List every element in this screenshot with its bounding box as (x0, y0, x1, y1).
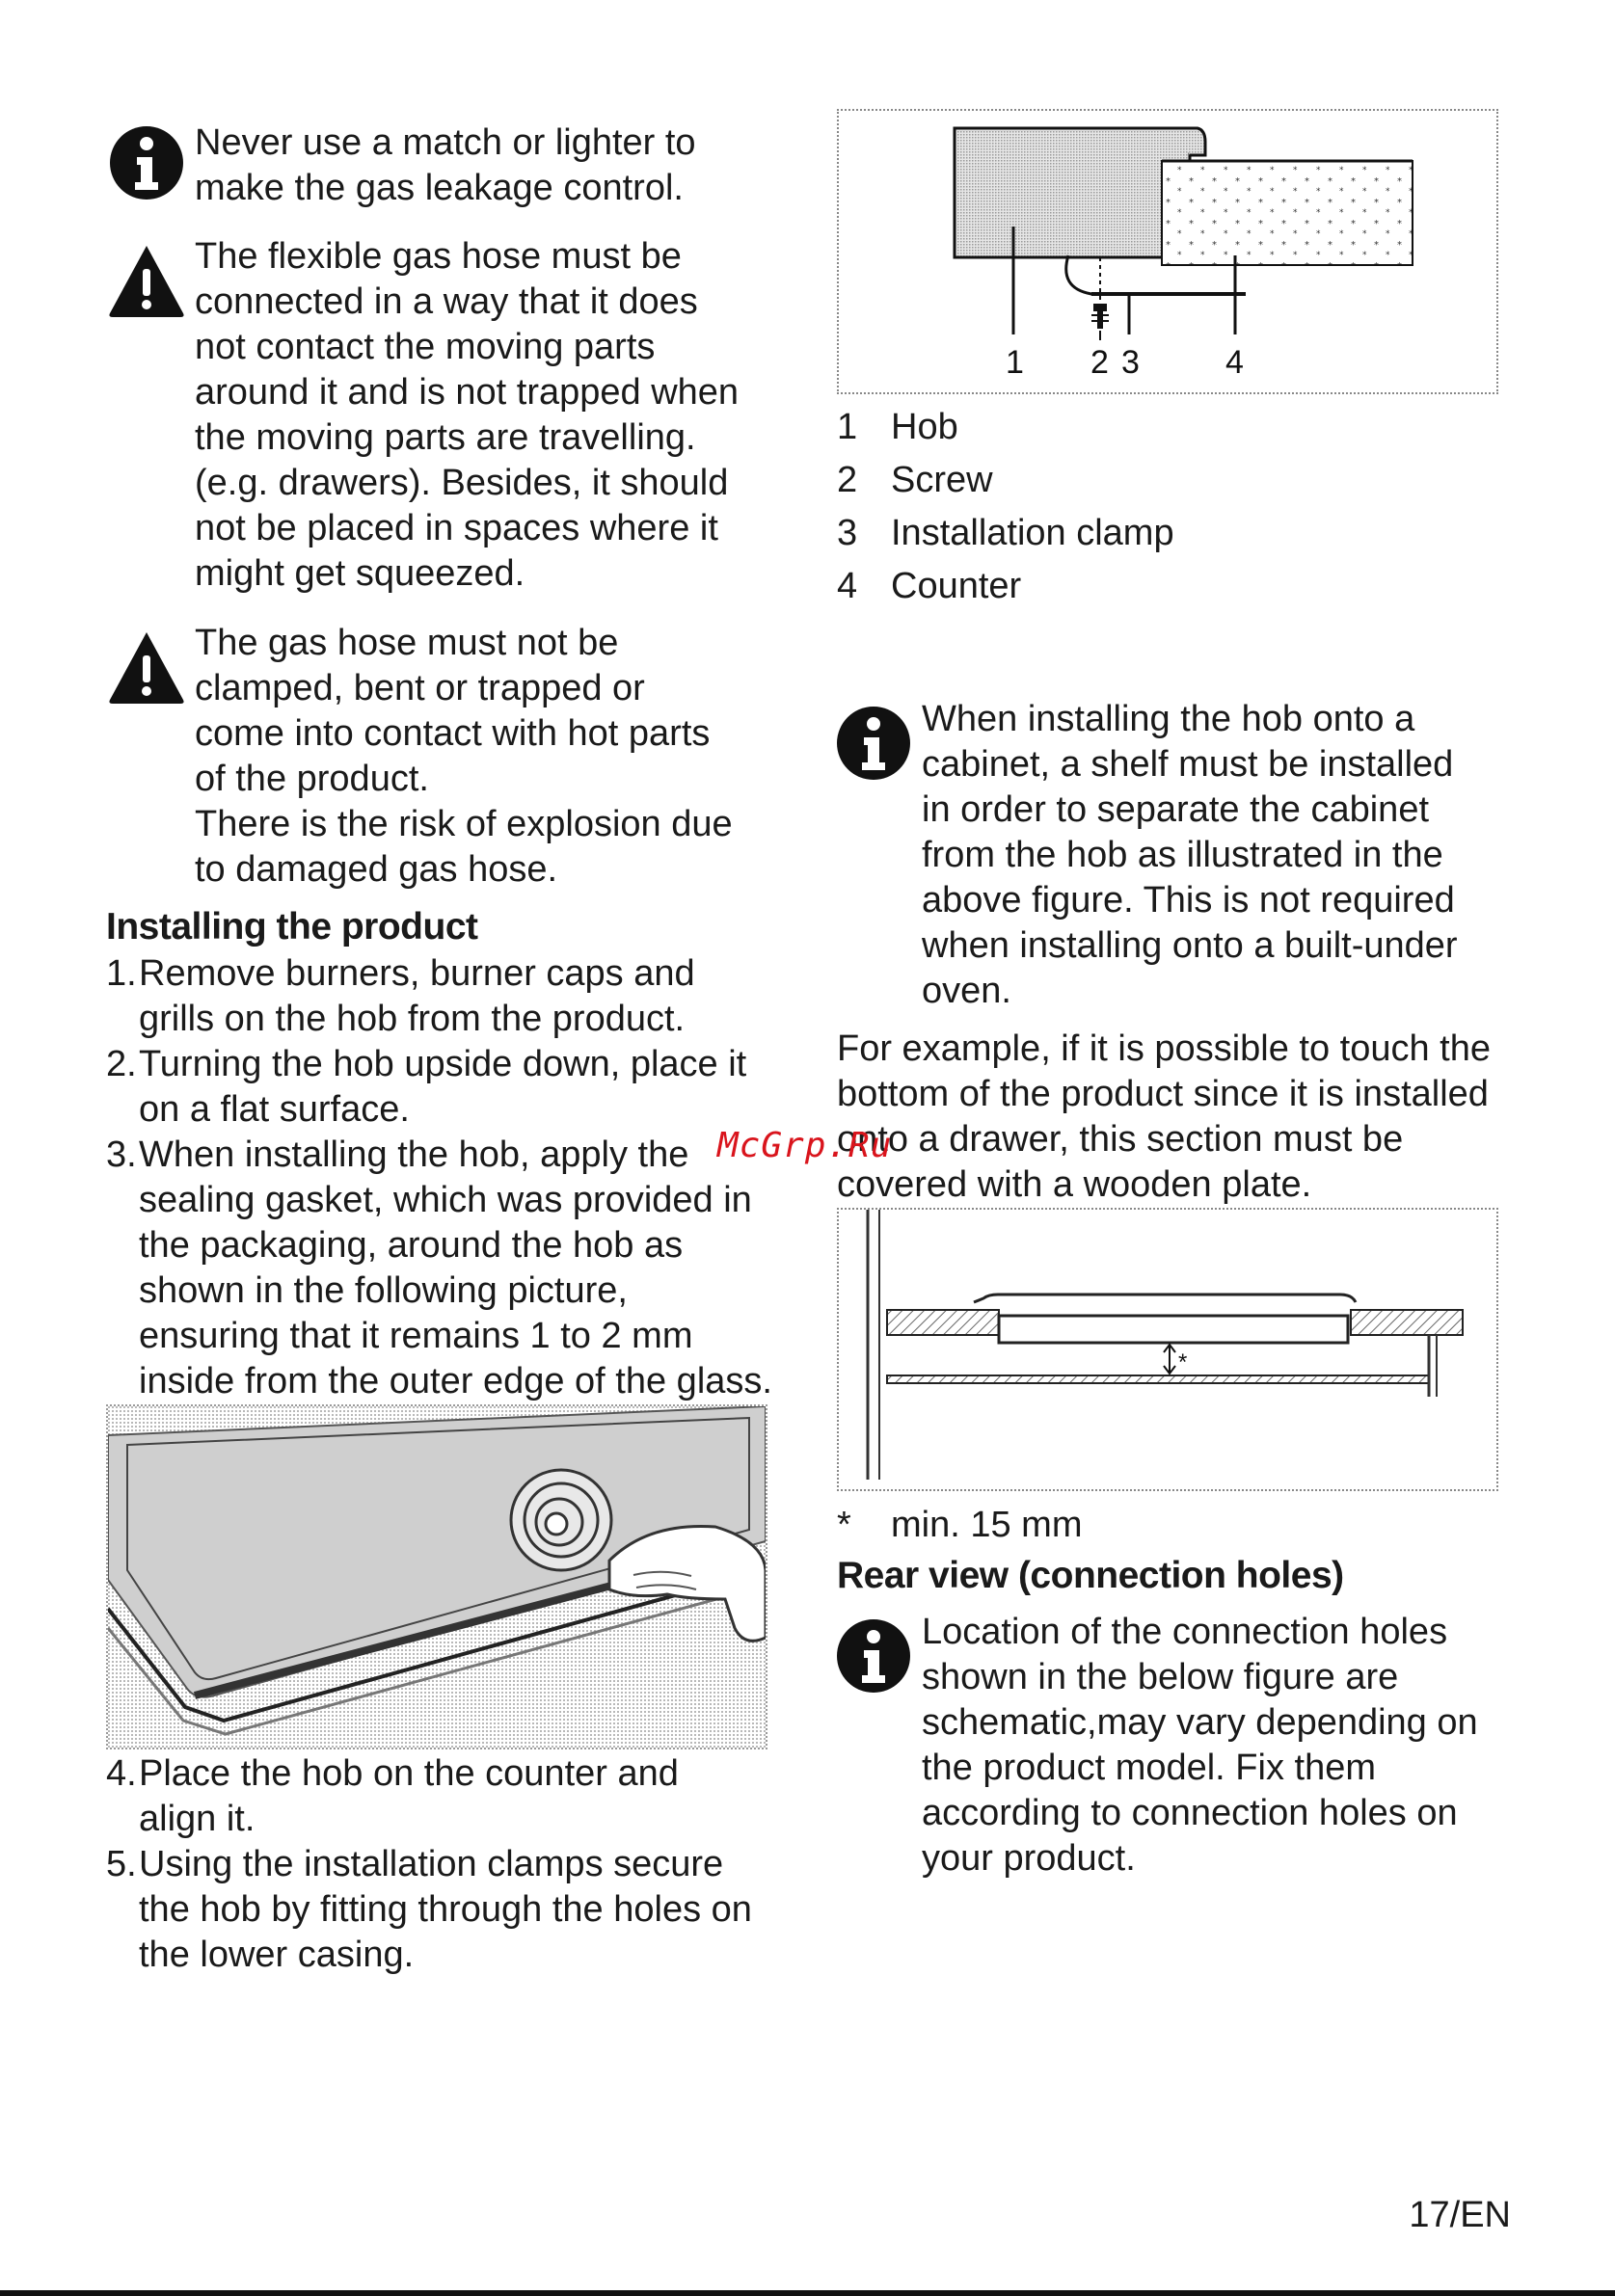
list-item: 1 Hob (837, 407, 958, 447)
footnote-mark: * (837, 1505, 851, 1545)
gasket-drawing (108, 1406, 766, 1748)
info-icon (108, 124, 185, 201)
list-item: 5. Using the installation clamps secure the hob by fitting through the holes on the lower casing. (106, 1844, 752, 1975)
section-title-rear-view: Rear view (connection holes) (837, 1555, 1344, 1596)
warning-text: The flexible gas hose must be connected in a way that it does not contact the moving parts around it and is not trapped when the moving parts are travelling. (e.g. drawers). Besides, it should not be placed in spaces where it might get squeezed. (195, 236, 740, 594)
note-text: When installing the hob onto a cabinet, a shelf must be installed in order to separate the cabinet from the hob as illustrated in the above figure. This is not required when installing onto a built-under oven. (922, 699, 1458, 1011)
list-item: 4. Place the hob on the counter and align it. (106, 1753, 679, 1839)
step-number: 3. (106, 1135, 137, 1175)
warning-icon (108, 242, 185, 319)
callout-label-3: 3 (1121, 344, 1140, 381)
page-number: 17/EN (1409, 2195, 1511, 2235)
list-item: 1. Remove burners, burner caps and grills on the hob from the product. (106, 953, 695, 1039)
drawer-paragraph: For example, if it is possible to touch the bottom of the product since it is installed onto a drawer, this section must be covered with a wooden plate. (837, 1028, 1491, 1205)
clearance-marker: * (1178, 1349, 1188, 1375)
note-text: Location of the connection holes shown in the below figure are schematic,may vary depending on the product model. Fix them according to connection holes on your product. (922, 1612, 1478, 1879)
step-number: 4. (106, 1753, 137, 1794)
step-number: 2. (106, 1044, 137, 1084)
section-title-installing: Installing the product (106, 906, 478, 948)
note-text: Never use a match or lighter to make the gas leakage control. (195, 122, 696, 208)
watermark: McGrp.Ru (717, 1126, 893, 1165)
list-item: 3 Installation clamp (837, 513, 1174, 553)
installation-steps (106, 951, 772, 1404)
callout-label-2: 2 (1090, 344, 1109, 381)
hob-diagram (839, 111, 1496, 392)
footnote-text: min. 15 mm (891, 1505, 1083, 1545)
shelf-drawing (839, 1210, 1496, 1489)
list-item: 2 Screw (837, 460, 993, 500)
page-bottom-rule (0, 2290, 1615, 2296)
callout-label-4: 4 (1225, 344, 1244, 381)
callout-label-1: 1 (1006, 344, 1024, 381)
hob-installation-cross-section (837, 109, 1498, 394)
list-item: 3. When installing the hob, apply the sealing gasket, which was provided in the packaging, around the hob as shown in the following picture, ensuring that it remains 1 to 2 mm inside from the outer edge of the glass. (106, 1135, 772, 1402)
step-number: 1. (106, 953, 137, 994)
footnote (837, 1499, 1415, 1552)
info-icon (835, 1617, 912, 1695)
shelf-clearance-diagram (837, 1208, 1498, 1491)
figure-legend (837, 401, 1415, 613)
installation-steps-continued (106, 1751, 752, 1978)
warning-icon (108, 628, 185, 706)
step-number: 5. (106, 1844, 137, 1884)
info-icon (835, 705, 912, 782)
list-item: 4 Counter (837, 566, 1022, 606)
list-item: 2. Turning the hob upside down, place it on a flat surface. (106, 1044, 747, 1130)
warning-text: The gas hose must not be clamped, bent or trapped or come into contact with hot parts of the product. There is the risk of explosion due to damaged gas hose. (195, 623, 733, 890)
gasket-illustration (106, 1404, 767, 1749)
